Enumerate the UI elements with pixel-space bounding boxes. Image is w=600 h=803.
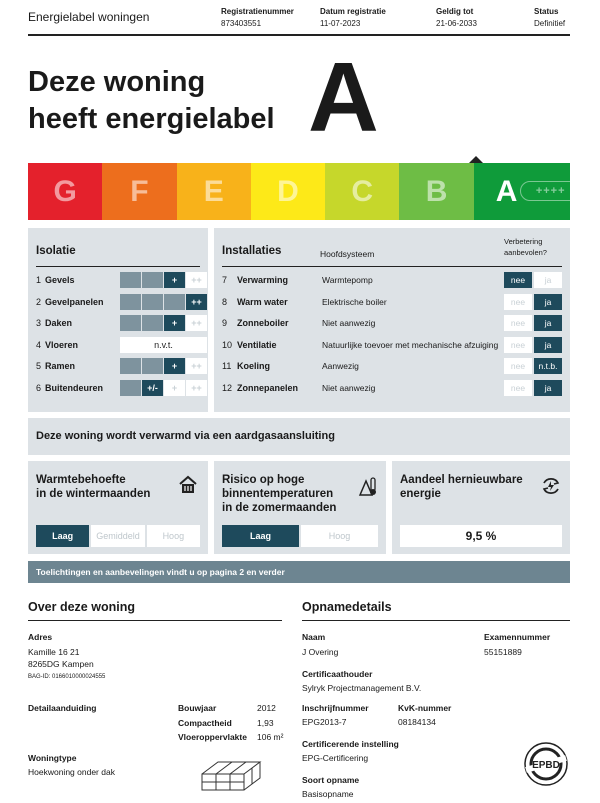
advice-no: nee [504, 294, 532, 310]
isolatie-row [36, 315, 206, 331]
thermometer-icon [358, 475, 378, 497]
rating-cell [142, 272, 163, 288]
row-number: 7 [222, 275, 228, 285]
header-status: Status Definitief [534, 7, 566, 28]
certificaathouder-label: Certificaathouder [302, 669, 373, 679]
column-header-system: Hoofdsysteem [320, 249, 375, 259]
rating-cell: ++ [186, 358, 207, 374]
row-number: 5 [36, 361, 42, 371]
system-value: Niet aanwezig [322, 318, 376, 328]
isolatie-row [36, 358, 206, 374]
risico-title: Risico op hoge binnentemperaturen in de zomermaanden [222, 474, 337, 514]
insulation-rating [120, 337, 207, 353]
insulation-rating [120, 272, 207, 288]
scale-option-hoog: Hoog [301, 525, 378, 547]
adres-label: Adres [28, 632, 53, 642]
scale-option-laag: Laag [36, 525, 89, 547]
insulation-rating [120, 380, 207, 396]
header-title: Energielabel woningen [28, 10, 150, 24]
rating-cell: ++ [186, 294, 207, 310]
system-value: Elektrische boiler [322, 296, 387, 307]
header-registration: Registratienummer 873403551 [221, 7, 294, 28]
header-valid-until: Geldig tot 21-06-2033 [436, 7, 477, 28]
row-label: Daken [45, 318, 73, 328]
energy-class-letter: A [495, 174, 518, 208]
system-value: Warmtepomp [322, 275, 373, 285]
hernieuwbaar-panel [392, 461, 570, 554]
insulation-rating [120, 315, 207, 331]
inschrijf-value: EPG2013-7 [302, 717, 347, 727]
installatie-row [222, 358, 562, 374]
warmtebehoefte-scale [36, 525, 200, 547]
row-number: 9 [222, 318, 228, 328]
rating-cell: +/- [142, 380, 163, 396]
advice-no: nee [504, 315, 532, 331]
energy-class-g [28, 163, 102, 220]
adres-line2: 8265DG Kampen [28, 659, 94, 669]
kvk-value: 08184134 [398, 717, 436, 727]
instelling-label: Certificerende instelling [302, 739, 399, 749]
advice-no: nee [504, 272, 532, 288]
woningtype-value: Hoekwoning onder dak [28, 767, 115, 777]
compactheid-value: 1,93 [257, 718, 274, 728]
kvk-label: KvK-nummer [398, 703, 452, 713]
rating-cell [120, 294, 141, 310]
installatie-row [222, 315, 562, 331]
isolatie-row [36, 337, 206, 353]
naam-value: J Overing [302, 647, 339, 657]
row-label: Zonnepanelen [237, 382, 299, 393]
system-value: Natuurlijke toevoer met mechanische afzuiging [322, 339, 499, 350]
rating-cell [142, 294, 163, 310]
advice-yes: ja [534, 272, 562, 288]
rating-cell [120, 380, 141, 396]
advice-no: nee [504, 380, 532, 396]
advice-yes: ja [534, 294, 562, 310]
system-value: Aanwezig [322, 361, 359, 371]
energy-class-letter: C [351, 174, 374, 208]
energy-class-f [102, 163, 176, 220]
heating-note: Deze woning wordt verwarmd via een aardgasaansluiting [36, 430, 335, 442]
row-number: 11 [222, 361, 232, 371]
isolatie-row [36, 294, 206, 310]
header-bar [28, 6, 570, 36]
row-label: Verwarming [237, 275, 289, 285]
isolatie-row [36, 380, 206, 396]
row-number: 8 [222, 296, 228, 307]
rating-cell: + [164, 315, 185, 331]
rating-cell [142, 358, 163, 374]
row-number: 3 [36, 318, 42, 328]
energy-class-e [177, 163, 251, 220]
scale-option-hoog: Hoog [147, 525, 200, 547]
renewable-icon [540, 475, 562, 497]
insulation-rating [120, 358, 207, 374]
row-label: Ramen [45, 361, 76, 371]
rating-cell: + [164, 358, 185, 374]
examen-label: Examennummer [484, 632, 551, 642]
installaties-panel [214, 228, 570, 412]
system-value: Niet aanwezig [322, 382, 376, 393]
risico-scale [222, 525, 378, 547]
over-title: Over deze woning [28, 600, 135, 614]
epbd-logo [522, 740, 570, 788]
vloer-label: Vloeroppervlakte [178, 732, 247, 742]
energy-class-c [325, 163, 399, 220]
examen-value: 55151889 [484, 647, 522, 657]
adres-line1: Kamille 16 21 [28, 647, 80, 657]
rating-cell: ++ [186, 380, 207, 396]
row-label: Gevels [45, 275, 75, 285]
row-label: Zonneboiler [237, 318, 289, 328]
detail-label: Detailaanduiding [28, 703, 97, 713]
insulation-rating [120, 294, 207, 310]
divider [222, 266, 562, 267]
rating-cell: ++ [186, 315, 207, 331]
energy-class-letter: B [425, 174, 448, 208]
advice-yes: ja [534, 315, 562, 331]
plus-indicator: ++++ [520, 181, 582, 201]
divider [28, 620, 282, 621]
row-label: Gevelpanelen [45, 296, 104, 307]
isolatie-panel [28, 228, 208, 412]
rating-cell: + [164, 272, 185, 288]
isolatie-row [36, 272, 206, 288]
epbd-logo-text: EPBD [532, 760, 560, 771]
row-label: Koeling [237, 361, 270, 371]
row-number: 10 [222, 339, 233, 350]
advice-yes: ja [534, 380, 562, 396]
energy-class-b [399, 163, 473, 220]
soort-label: Soort opname [302, 775, 360, 785]
rating-value: n.v.t. [120, 337, 207, 353]
rating-cell [120, 358, 141, 374]
isolatie-title: Isolatie [36, 245, 76, 257]
header-date-registration: Datum registratie 11-07-2023 [320, 7, 386, 28]
rating-cell: + [164, 380, 185, 396]
bouwjaar-label: Bouwjaar [178, 703, 217, 713]
row-label: Warm water [237, 296, 288, 307]
naam-label: Naam [302, 632, 326, 642]
row-number: 6 [36, 382, 42, 393]
installatie-row [222, 380, 562, 396]
energy-class-d [251, 163, 325, 220]
energy-label-scale [28, 163, 570, 220]
house-heat-icon [178, 475, 198, 495]
energy-class-letter: G [53, 174, 77, 208]
bag-id: BAG-ID: 0166010000024555 [28, 674, 106, 680]
toelichting-bar: Toelichtingen en aanbevelingen vindt u op pagina 2 en verder [28, 561, 570, 583]
installatie-row [222, 272, 562, 288]
hernieuwbaar-title: Aandeel hernieuwbare energie [400, 474, 523, 500]
divider [36, 266, 200, 267]
warmtebehoefte-title: Warmtebehoefte in de wintermaanden [36, 474, 151, 500]
advice-no: nee [504, 337, 532, 353]
row-number: 4 [36, 339, 42, 350]
warmtebehoefte-panel [28, 461, 208, 554]
opname-title: Opnamedetails [302, 600, 392, 614]
energy-class-letter: E [203, 174, 224, 208]
hero-title: Deze woning heeft energielabel [28, 66, 275, 135]
divider [302, 620, 570, 621]
advice-no: nee [504, 358, 532, 374]
installatie-row [222, 337, 562, 353]
energy-class-letter: F [130, 174, 149, 208]
rating-cell [120, 272, 141, 288]
bouwjaar-value: 2012 [257, 703, 276, 713]
vloer-value: 106 m² [257, 732, 284, 742]
row-number: 1 [36, 275, 42, 285]
row-label: Ventilatie [237, 339, 277, 350]
heating-note-panel [28, 418, 570, 455]
risico-panel [214, 461, 386, 554]
column-header-advice: Verbetering aanbevolen? [504, 237, 547, 257]
energy-class-letter: D [277, 174, 299, 208]
woningtype-label: Woningtype [28, 753, 77, 763]
rating-cell [120, 315, 141, 331]
inschrijf-label: Inschrijfnummer [302, 703, 369, 713]
row-label: Buitendeuren [45, 382, 104, 393]
scale-option-gemiddeld: Gemiddeld [91, 525, 144, 547]
advice-yes: n.t.b. [534, 358, 562, 374]
rating-cell: ++ [186, 272, 207, 288]
compactheid-label: Compactheid [178, 718, 232, 728]
installatie-row [222, 294, 562, 310]
row-number: 12 [222, 382, 233, 393]
advice-yes: ja [534, 337, 562, 353]
scale-option-laag: Laag [222, 525, 299, 547]
installaties-title: Installaties [222, 245, 282, 257]
soort-value: Basisopname [302, 789, 354, 799]
hero-energy-label: A [308, 42, 379, 152]
rating-cell [164, 294, 185, 310]
row-label: Vloeren [45, 339, 79, 350]
row-number: 2 [36, 296, 42, 307]
energy-class-a [474, 163, 570, 220]
house-type-icon [198, 752, 268, 792]
rating-cell [142, 315, 163, 331]
instelling-value: EPG-Certificering [302, 753, 369, 763]
certificaathouder-value: Sylryk Projectmanagement B.V. [302, 683, 422, 693]
renewable-share-value: 9,5 % [400, 525, 562, 547]
